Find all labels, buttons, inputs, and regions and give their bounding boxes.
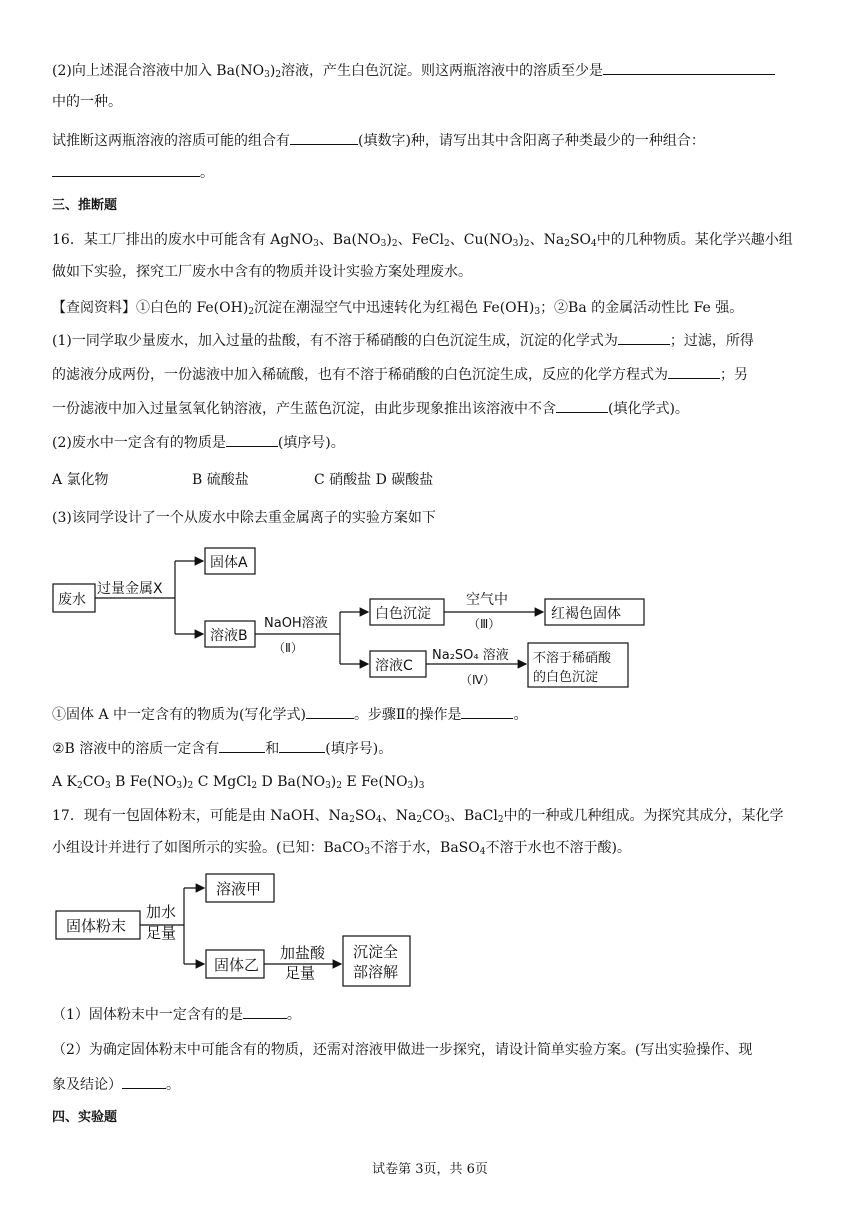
q16-part2: (2)废水中一定含有的物质是 (填序号)。 bbox=[52, 432, 345, 453]
q17-intro-line2: 小组设计并进行了如图所示的实验。(已知：BaCO$_3$不溶于水，BaSO$_4$不溶于水也不溶于酸)。 bbox=[52, 840, 631, 857]
q16-sub1: ①固体 A 中一定含有的物质为(写化学式) 。步骤Ⅱ的操作是 。 bbox=[52, 704, 527, 725]
q16-reference: 【查阅资料】①白色的 $Fe(OH)_2$沉淀在潮湿空气中迅速转化为红褐色 $Fe(OH)_3$；②Ba 的金属活动性比 Fe 强。 bbox=[52, 300, 744, 317]
q17-part2-line1: （2）为确定固体粉末中可能含有的物质，还需对溶液甲做进一步探究，请设计简单实验方案。(写出实验操作、现 bbox=[52, 1042, 753, 1058]
label-naoh: NaOH溶液 bbox=[264, 616, 328, 631]
q15-part2-cont: 中的一种。 bbox=[52, 94, 122, 110]
q16-part1-line2: 的滤液分成两份，一份滤液中加入稀硫酸，也有不溶于稀硝酸的白色沉淀生成，反应的化学方程式为 ；另 bbox=[52, 364, 748, 385]
node-solid-a: 固体A bbox=[210, 555, 248, 571]
q15-part3-line: 试推断这两瓶溶液的溶质可能的组合有 (填数字)种，请写出其中含阳离子种类最少的一种组合： bbox=[52, 130, 705, 151]
q17-part2-line2: 象及结论） 。 bbox=[52, 1074, 180, 1095]
label-add-water: 加水 bbox=[146, 903, 177, 921]
section-heading-inference: 三、推断题 bbox=[52, 198, 118, 213]
q16-sub2: ②B 溶液中的溶质一定含有 和 (填序号)。 bbox=[52, 738, 392, 759]
label-step2: （Ⅱ） bbox=[273, 641, 303, 655]
label-add-hcl: 加盐酸 bbox=[280, 944, 326, 962]
node-waste: 废水 bbox=[58, 592, 86, 608]
answer-blank[interactable] bbox=[461, 704, 513, 719]
page-footer: 试卷第 3页，共 6页 bbox=[372, 1162, 488, 1177]
answer-blank[interactable] bbox=[279, 738, 325, 753]
label-sufficient-acid: 足量 bbox=[285, 964, 316, 982]
node-solid-powder: 固体粉末 bbox=[66, 917, 127, 935]
q16-sub2-options: A $K_2CO_3$ B $Fe(NO_3)_2$ C MgCl$_2$ D $Ba(NO_3)_2$ E $Fe(NO_3)_3$ bbox=[52, 774, 425, 791]
label-excess-metal: 过量金属X bbox=[97, 581, 163, 597]
node-solution-c: 溶液C bbox=[375, 658, 413, 674]
node-white-precipitate: 白色沉淀 bbox=[375, 606, 431, 622]
node-result-line1: 沉淀全 bbox=[353, 943, 399, 961]
label-step4: （Ⅳ） bbox=[460, 673, 496, 687]
node-red-brown-solid: 红褐色固体 bbox=[551, 606, 621, 622]
label-na2so4: Na₂SO₄ 溶液 bbox=[432, 648, 509, 663]
q16-intro-line2: 做如下实验，探究工厂废水中含有的物质并设计实验方案处理废水。 bbox=[52, 264, 472, 280]
node-solid-yi: 固体乙 bbox=[214, 956, 260, 974]
q15-part2-line: (2)向上述混合溶液中加入 $Ba(NO_3)_2$溶液，产生白色沉淀。则这两瓶溶液中的溶质至少是 bbox=[52, 60, 775, 85]
q17-intro-line1: 17．现有一包固体粉末，可能是由 NaOH、$Na_2SO_4$、$Na_2CO_3$、BaCl$_2$中的一种或几种组成。为探究其成分，某化学 bbox=[52, 808, 784, 825]
option-c-d: C 硝酸盐 D 碳酸盐 bbox=[314, 472, 434, 488]
node-insoluble-line2: 的白色沉淀 bbox=[533, 670, 599, 685]
option-b: B 硫酸盐 bbox=[192, 472, 249, 488]
q15-part3-answer: 。 bbox=[52, 162, 214, 183]
section-heading-experiment: 四、实验题 bbox=[52, 1110, 118, 1125]
q16-intro-line1: 16．某工厂排出的废水中可能含有 AgNO$_3$、$Ba(NO_3)_2$、FeCl$_2$、$Cu(NO_3)_2$、$Na_2SO_4$中的几种物质。某化学兴趣小组 bbox=[52, 232, 793, 249]
answer-blank[interactable] bbox=[306, 704, 354, 719]
answer-blank[interactable] bbox=[219, 738, 265, 753]
answer-blank[interactable] bbox=[243, 1004, 287, 1019]
answer-blank[interactable] bbox=[122, 1074, 166, 1089]
node-result-line2: 部溶解 bbox=[353, 963, 399, 981]
node-solution-jia: 溶液甲 bbox=[216, 880, 262, 898]
label-air: 空气中 bbox=[466, 592, 508, 608]
label-step3: （Ⅲ） bbox=[468, 617, 501, 631]
q17-part1: （1）固体粉末中一定含有的是 。 bbox=[52, 1004, 301, 1025]
option-a: A 氯化物 bbox=[52, 472, 109, 488]
node-solution-b: 溶液B bbox=[210, 628, 248, 644]
q16-part1-line3: 一份滤液中加入过量氢氧化钠溶液，产生蓝色沉淀，由此步现象推出该溶液中不含 (填化学式)。 bbox=[52, 398, 689, 419]
label-sufficient: 足量 bbox=[146, 924, 177, 942]
q16-part3: (3)该同学设计了一个从废水中除去重金属离子的实验方案如下 bbox=[52, 510, 436, 526]
node-insoluble-line1: 不溶于稀硝酸 bbox=[533, 651, 612, 666]
q16-part1-line1: (1)一同学取少量废水，加入过量的盐酸，有不溶于稀硝酸的白色沉淀生成，沉淀的化学式为 ；过滤，所得 bbox=[52, 330, 754, 351]
